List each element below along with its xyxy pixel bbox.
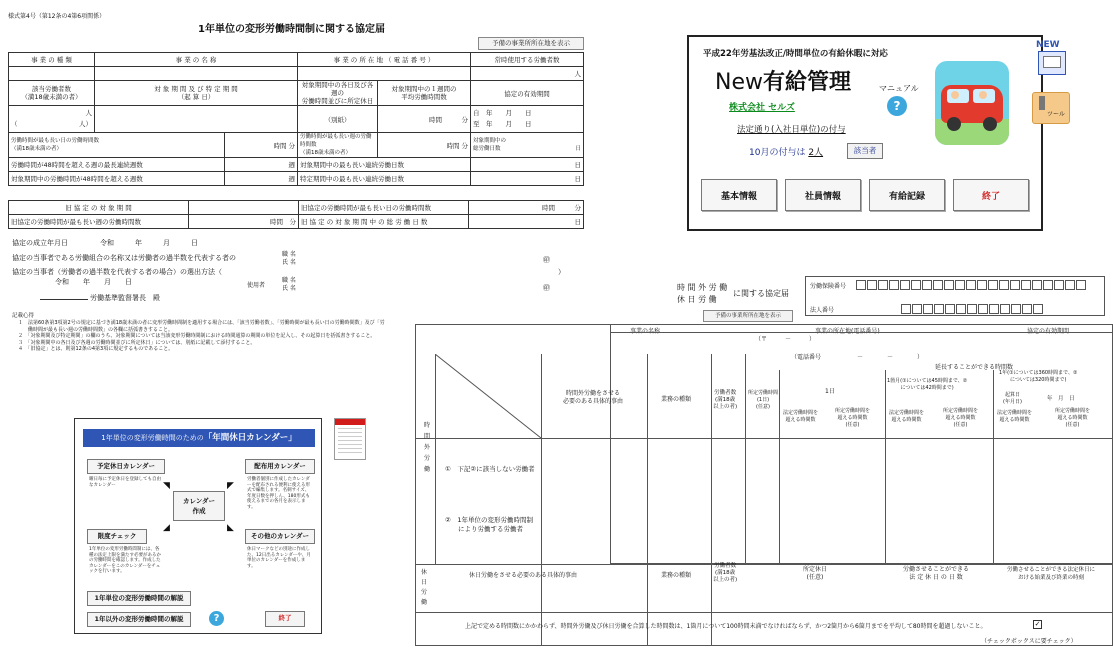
start-date-header: 起算日 (年月日) <box>1003 392 1022 405</box>
start-date-value[interactable]: 年 月 日 <box>1047 396 1075 402</box>
corporate-number-label: 法人番号 <box>810 307 835 314</box>
input-over48-consec[interactable]: 週 <box>225 158 298 172</box>
input-old-longest-week[interactable]: 時間 分 <box>189 215 299 229</box>
note-line: １ 法第60条第3項第2号の規定に基づき満18歳未満の者に変形労働時間制を適用する場合には、「該当労働者数」、「労働時間が最も長い日の労働時間数」及び「労 <box>18 320 385 326</box>
holiday-workers-header: 労働者数 (満18歳 以上の者) <box>713 563 738 583</box>
over48-count-label: 対象期間中の労働時間が48時間を超える週数 <box>9 172 225 186</box>
over48-consec-label: 労働時間が48時間を超える週の最長連続週数 <box>9 158 225 172</box>
input-longest-consec[interactable]: 日 <box>471 158 584 172</box>
input-avg-hours[interactable]: 時間 分 <box>378 106 471 133</box>
form4-main-table <box>8 52 584 186</box>
statutory-hours-header: 所定労働時間 (1日) (任意) <box>748 390 779 410</box>
note-line: ２ 「対象期間及び特定期間」の欄のうち、対象期間については当該変形労働時間制における時間通算の期間の単位を記入し、その起算日を括弧書きすること。 <box>18 333 376 339</box>
party1-label: 協定の当事者である労働組合の名称又は労働者の過半数を代表する者の <box>12 254 236 262</box>
calendar-banner: 1年単位の変形労働時間のための「年間休日カレンダー」 <box>83 429 315 447</box>
seal-mark: ㊞ <box>543 256 550 264</box>
checkbox-note: （チェックボックスに要チェック） <box>981 638 1077 645</box>
party2-label: 協定の当事者（労働者の過半数を代表する者の場合）の選出方法（ <box>12 268 222 276</box>
legal-grant-label: 法定通り(入社日単位)の付与 <box>737 125 846 135</box>
arrow-down-right-icon: ◣ <box>227 523 234 533</box>
year-over-sched-header: 所定労働時間を 超える時間数 (任意) <box>1055 408 1091 428</box>
target-employees-button[interactable]: 該当者 <box>847 143 883 159</box>
distribution-calendar-button[interactable]: 配布用カレンダー <box>245 459 315 474</box>
note-line: ３ 「対象期間中の各日及び各週の労働時間並びに所定休日」については、別紙に記載して添付すること。 <box>18 339 256 346</box>
grant-info: 10月の付与は 2人 <box>749 148 824 158</box>
create-calendar-button[interactable]: カレンダー 作成 <box>173 491 225 521</box>
app-subtitle: 平成22年労基法改正/時間単位の有給休暇に対応 <box>703 49 888 59</box>
holiday-time-header: 労働させることができる法定休日に おける始業及び終業の時刻 <box>1007 567 1096 581</box>
form36-header-address: 事業の所在地(電話番号) <box>815 328 880 335</box>
corporate-number-boxes[interactable] <box>901 304 1043 314</box>
family-car-icon <box>935 61 1009 145</box>
office-name-line[interactable] <box>40 299 88 300</box>
header-avg-hours: 対象期間中の１週間の 平均労働時間数 <box>378 81 471 106</box>
extendable-hours-label: 延長することができる時間数 <box>935 364 1014 371</box>
app-title: New有給管理 <box>715 70 852 95</box>
plan-calendar-button[interactable]: 予定休日カレンダー <box>87 459 165 474</box>
holiday-kind-header: 業務の種類 <box>661 572 692 579</box>
arrow-down-left-icon: ◢ <box>163 523 170 533</box>
leave-manager-window <box>687 35 1043 231</box>
input-days[interactable]: （別紙） <box>298 106 378 133</box>
confirm-checkbox[interactable]: ✓ <box>1034 620 1041 628</box>
longest-week-label: 労働時間が最も長い週の労働時間数 （満18歳未満の者） <box>298 133 378 158</box>
holiday-vertical-label: 休 日 労 働 <box>421 569 428 606</box>
row-general-workers: ① 下記②に該当しない労働者 <box>445 465 535 473</box>
form-number: 様式第4号（第12条の4第6項関係） <box>8 13 106 20</box>
explain-other-button[interactable]: 1年以外の変形労働時間の解説 <box>87 612 191 627</box>
new-document-icon[interactable]: NEW <box>1034 40 1068 74</box>
limit-check-desc: 1年単位の変形労働時間制には、各種の法定上限を満たす必要があるかの労働時間を確認します。作成したカレンダーをこのカレンダーをチェックを行います。 <box>89 547 161 574</box>
arrow-up-right-icon: ◤ <box>227 481 234 491</box>
distribution-calendar-desc: 労働者個別に作成したカレンダーを配布される便利に使える形式で編集します。名刺サイズ、年度日数を押しん、180形式も使えるまでの各月を表示します。 <box>247 477 310 510</box>
show-alt-address-button[interactable]: 予備の事業所所在地を表示 <box>478 37 584 50</box>
close-paren: ） <box>558 268 565 276</box>
tool-icon[interactable]: ツール <box>1032 92 1070 124</box>
input-name[interactable] <box>95 67 298 81</box>
leave-record-button[interactable]: 有給記録 <box>869 179 945 211</box>
total-days-cell[interactable]: 対象期間中の 総労働日数 日 <box>471 133 584 158</box>
day-over-legal-header: 法定労働時間を 超える時間数 <box>783 410 819 423</box>
longest-consec-label: 対象期間中の最も長い連続労働日数 <box>298 158 471 172</box>
old-longest-week-label: 旧協定の労働時間が最も長い週の労働時間数 <box>9 215 189 229</box>
header-days: 対象期間中の各日及び各週の 労働時間並びに所定休日 <box>298 81 378 106</box>
calendar-exit-button[interactable]: 終了 <box>265 611 305 627</box>
insurance-number-label: 労働保険番号 <box>810 283 847 290</box>
old-period-label: 旧 協 定 の 対 象 期 間 <box>9 201 189 215</box>
limit-check-button[interactable]: 限度チェック <box>87 529 147 544</box>
holiday-days-header: 労働させることができる 法 定 休 日 の 日 数 <box>903 566 970 581</box>
employer-job-label: 職 名 <box>282 277 296 284</box>
employer-seal-mark: ㊞ <box>543 284 550 292</box>
day-over-sched-header: 所定労働時間を 超える時間数 (任意) <box>835 408 871 428</box>
other-calendar-button[interactable]: その他のカレンダー <box>245 529 315 544</box>
company-name: 株式会社 セルズ <box>729 103 795 113</box>
note-line: 働時間が最も長い週の労働時間数」の各欄に括弧書きすること。 <box>18 326 174 333</box>
input-old-longest-day[interactable]: 時間 分 <box>469 201 584 215</box>
special-consec-label: 特定期間中の最も長い連続労働日数 <box>298 172 471 186</box>
established-date: 令和 年 月 日 <box>100 239 198 247</box>
basic-info-button[interactable]: 基本情報 <box>701 179 777 211</box>
insurance-number-boxes[interactable] <box>856 280 1086 290</box>
calendar-launcher-window <box>74 418 322 634</box>
header-name: 事 業 の 名 称 <box>95 53 298 67</box>
employer-label: 使用者 <box>247 282 266 289</box>
postal-code-field[interactable]: （〒 － ） <box>755 336 816 343</box>
form36-alt-address-button[interactable]: 予備の事業所所在地を表示 <box>703 310 793 322</box>
input-target-workers[interactable]: 人 （ 人） <box>9 106 95 133</box>
holiday-reason-header: 休日労働をさせる必要のある具体的事由 <box>469 572 578 579</box>
header-target-workers: 該当労働者数 （満18歳未満の者） <box>9 81 95 106</box>
other-calendar-desc: 休日マークなどの別途に作成した、12日出るカレンダーや、月単位のカレンダーを作成します。 <box>247 547 311 569</box>
form36-title: 時 間 外 労 働 休 日 労 働 <box>677 283 728 304</box>
chief-label: 労働基準監督署長 殿 <box>90 294 160 302</box>
input-old-period[interactable] <box>189 201 299 215</box>
name-label: 氏 名 <box>282 259 296 266</box>
form36-header-name: 事業の名称 <box>630 328 661 335</box>
one-month-header: 1箇月(①については45時間まで、② については42時間まで) <box>887 378 968 391</box>
calendar-help-icon[interactable]: ? <box>209 611 224 626</box>
input-workers[interactable]: 人 <box>471 67 584 81</box>
input-longest-week[interactable]: 時間 分 <box>378 133 471 158</box>
holiday-schedule-header: 所定休日 (任意) <box>803 566 828 581</box>
form36-document <box>415 270 1113 655</box>
input-validity[interactable]: 自 年 月 日 至 年 月 日 <box>471 106 584 133</box>
calendar-thumbnail-icon <box>334 418 366 460</box>
input-over48-count[interactable]: 週 <box>225 172 298 186</box>
old-longest-day-label: 旧協定の労働時間が最も長い日の労働時間数 <box>299 201 469 215</box>
employer-name-label: 氏 名 <box>282 285 296 292</box>
one-year-header: 1年(①については360時間まで、② については320時間まで) <box>999 370 1078 383</box>
old-agreement-table <box>8 200 584 229</box>
submission-date: 令和 年 月 日 <box>55 278 132 286</box>
header-diagonal-line <box>435 354 541 438</box>
overtime-reason-header: 時間外労働をさせる 必要のある具体的事由 <box>563 390 624 405</box>
manual-help-icon[interactable]: ? <box>887 96 907 116</box>
explain-1year-button[interactable]: 1年単位の変形労働時間の解説 <box>87 591 191 606</box>
header-validity: 協定の有効期間 <box>471 81 584 106</box>
form36-title-suffix: に関する協定届 <box>733 289 789 298</box>
notes-title: 記載心得 <box>12 313 35 319</box>
plan-calendar-desc: 曜日毎に予定休日を登録しても自由なカレンダー <box>89 477 161 488</box>
employee-info-button[interactable]: 社員情報 <box>785 179 861 211</box>
input-period[interactable] <box>95 106 298 133</box>
form4-title: 1年単位の変形労働時間制に関する協定届 <box>198 24 385 35</box>
month-over-legal-header: 法定労働時間を 超える時間数 <box>889 410 925 423</box>
input-longest-day[interactable]: 時間 分 <box>225 133 298 158</box>
overtime-workers-header: 労働者数 (満18歳 以上の者) <box>713 390 738 410</box>
input-old-total-days[interactable]: 日 <box>469 215 584 229</box>
month-over-sched-header: 所定労働時間を 超える時間数 (任意) <box>943 408 979 428</box>
overtime-kind-header: 業務の種類 <box>661 396 692 403</box>
input-address[interactable] <box>298 67 471 81</box>
one-day-header: 1日 <box>825 388 835 395</box>
note-line: ４ 「旧協定」とは、則第12条の4第3項に規定するものであること。 <box>18 346 174 352</box>
input-kind[interactable] <box>9 67 95 81</box>
established-label: 協定の成立年月日 <box>12 239 68 247</box>
registration-box <box>805 276 1105 316</box>
input-special-consec[interactable]: 日 <box>471 172 584 186</box>
year-over-legal-header: 法定労働時間を 超える時間数 <box>997 410 1033 423</box>
form36-header-validity: 協定の有効期間 <box>1027 328 1070 335</box>
manual-label: マニュアル <box>879 84 919 93</box>
header-kind: 事 業 の 種 類 <box>9 53 95 67</box>
row-variable-workers: ② 1年単位の変形労働時間制 により労働する労働者 <box>445 516 533 533</box>
header-period: 対 象 期 間 及 び 特 定 期 間 （起 算 日） <box>95 81 298 106</box>
phone-field[interactable]: （電話番号 － － ） <box>791 354 924 361</box>
overtime-vertical-label: 時 間 外 労 働 <box>424 422 431 473</box>
job-title-label: 職 名 <box>282 251 296 258</box>
arrow-up-left-icon: ◥ <box>163 481 170 491</box>
header-workers: 常時使用する労働者数 <box>471 53 584 67</box>
header-address: 事 業 の 所 在 地 （ 電 話 番 号 ） <box>298 53 471 67</box>
footer-statement: 上記で定める時間数にかかわらず、時間外労働及び休日労働を合算した時間数は、1箇月について100時間未満でなければならず、かつ2箇月から6箇月までを平均して80時間を超過しないこと。 <box>465 623 987 630</box>
exit-button[interactable]: 終了 <box>953 179 1029 211</box>
old-total-days-label: 旧 協 定 の 対 象 期 間 中 の 総 労 働 日 数 <box>299 215 469 229</box>
longest-day-label: 労働時間が最も長い日の労働時間数 （満18歳未満の者） <box>9 133 225 158</box>
